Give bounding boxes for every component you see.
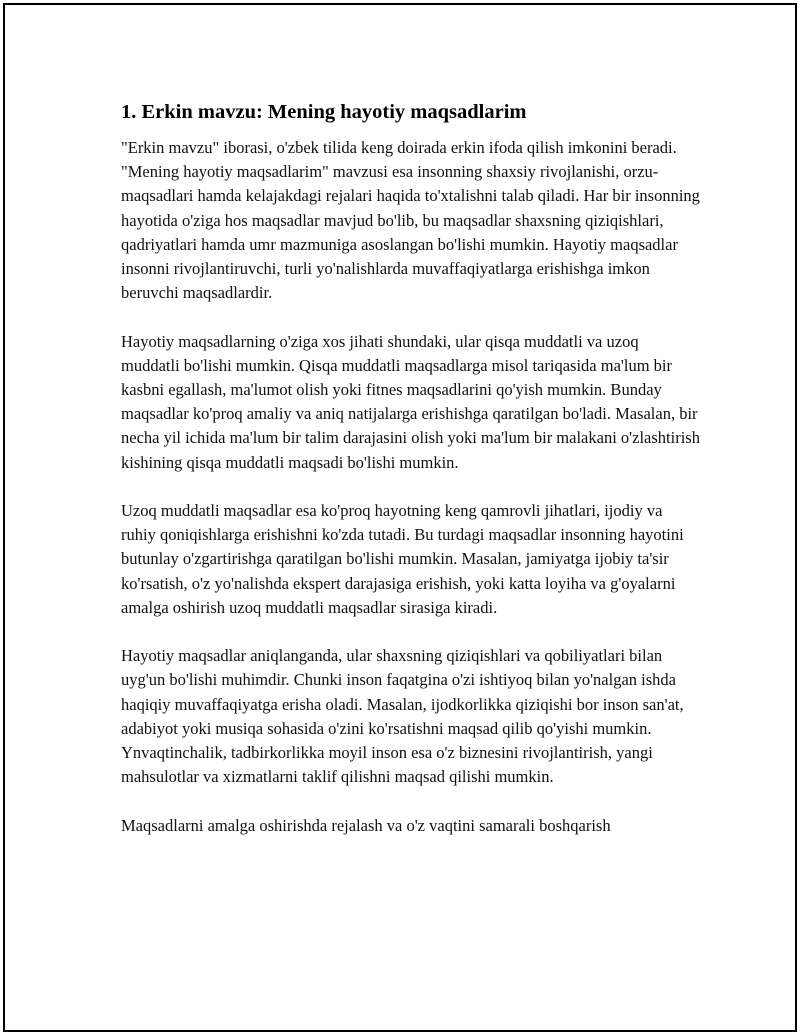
paragraph-3: Uzoq muddatli maqsadlar esa ko'proq hayotning keng qamrovli jihatlari, ijodiy va ruhiy qoniqishlarga erishishni ko'zda tutadi. Bu turdagi maqsadlar insonning hayotini butunlay o'zgartirishga qaratilgan bo'lishi mumkin. Masalan, jamiyatga ijobiy ta'sir ko'rsatish, o'z yo'nalishda ekspert darajasiga erishish, yoki katta loyiha va g'oyalarni amalga oshirish uzoq muddatli maqsadlar sirasiga kiradi. [121, 501, 684, 617]
document-body [121, 100, 701, 838]
paragraph-4: Hayotiy maqsadlar aniqlanganda, ular shaxsning qiziqishlari va qobiliyatlari bilan uyg'un bo'lishi muhimdir. Chunki inson faqatgina o'zi ishtiyoq bilan yo'nalgan ishda haqiqiy muvaffaqiyatga erisha oladi. Masalan, ijodkorlikka qiziqishi bor inson san'at, adabiyot yoki musiqa sohasida o'zini ko'rsatishni maqsad qilib qo'yishi mumkin. Ynvaqtinchalik, tadbirkorlikka moyil inson esa o'z biznesini rivojlantirish, yangi mahsulotlar va xizmatlarni taklif qilishni maqsad qilishi mumkin. [121, 646, 684, 787]
paragraph-5: Maqsadlarni amalga oshirishda rejalash va o'z vaqtini samarali boshqarish [121, 815, 611, 835]
page-frame [3, 3, 797, 1032]
document-title: 1. Erkin mavzu: Mening hayotiy maqsadlarim [121, 101, 527, 123]
paragraph-2: Hayotiy maqsadlarning o'ziga xos jihati shundaki, ular qisqa muddatli va uzoq muddatli bo'lishi mumkin. Qisqa muddatli maqsadlarga misol tariqasida ma'lum bir kasbni egallash, ma'lumot olish yoki fitnes maqsadlarini qo'yish mumkin. Bunday maqsadlar ko'proq amaliy va aniq natijalarga erishishga qaratilgan bo'ladi. Masalan, bir necha yil ichida ma'lum bir talim darajasini olish yoki ma'lum bir malakani o'zlashtirish kishining qisqa muddatli maqsadi bo'lishi mumkin. [121, 331, 700, 472]
paragraph-1: "Erkin mavzu" iborasi, o'zbek tilida keng doirada erkin ifoda qilish imkonini beradi. "Mening hayotiy maqsadlarim" mavzusi esa insonning shaxsiy rivojlanishi, orzu-maqsadlari hamda kelajakdagi rejalari haqida to'xtalishni talab qiladi. Har bir insonning hayotida o'ziga hos maqsadlar mavjud bo'lib, bu maqsadlar shaxsning qiziqishlari, qadriyatlari hamda umr mazmuniga asoslangan bo'lishi mumkin. Hayotiy maqsadlar insonni rivojlantiruvchi, turli yo'nalishlarda muvaffaqiyatlarga erishishga imkon beruvchi maqsadlardir. [121, 138, 700, 303]
